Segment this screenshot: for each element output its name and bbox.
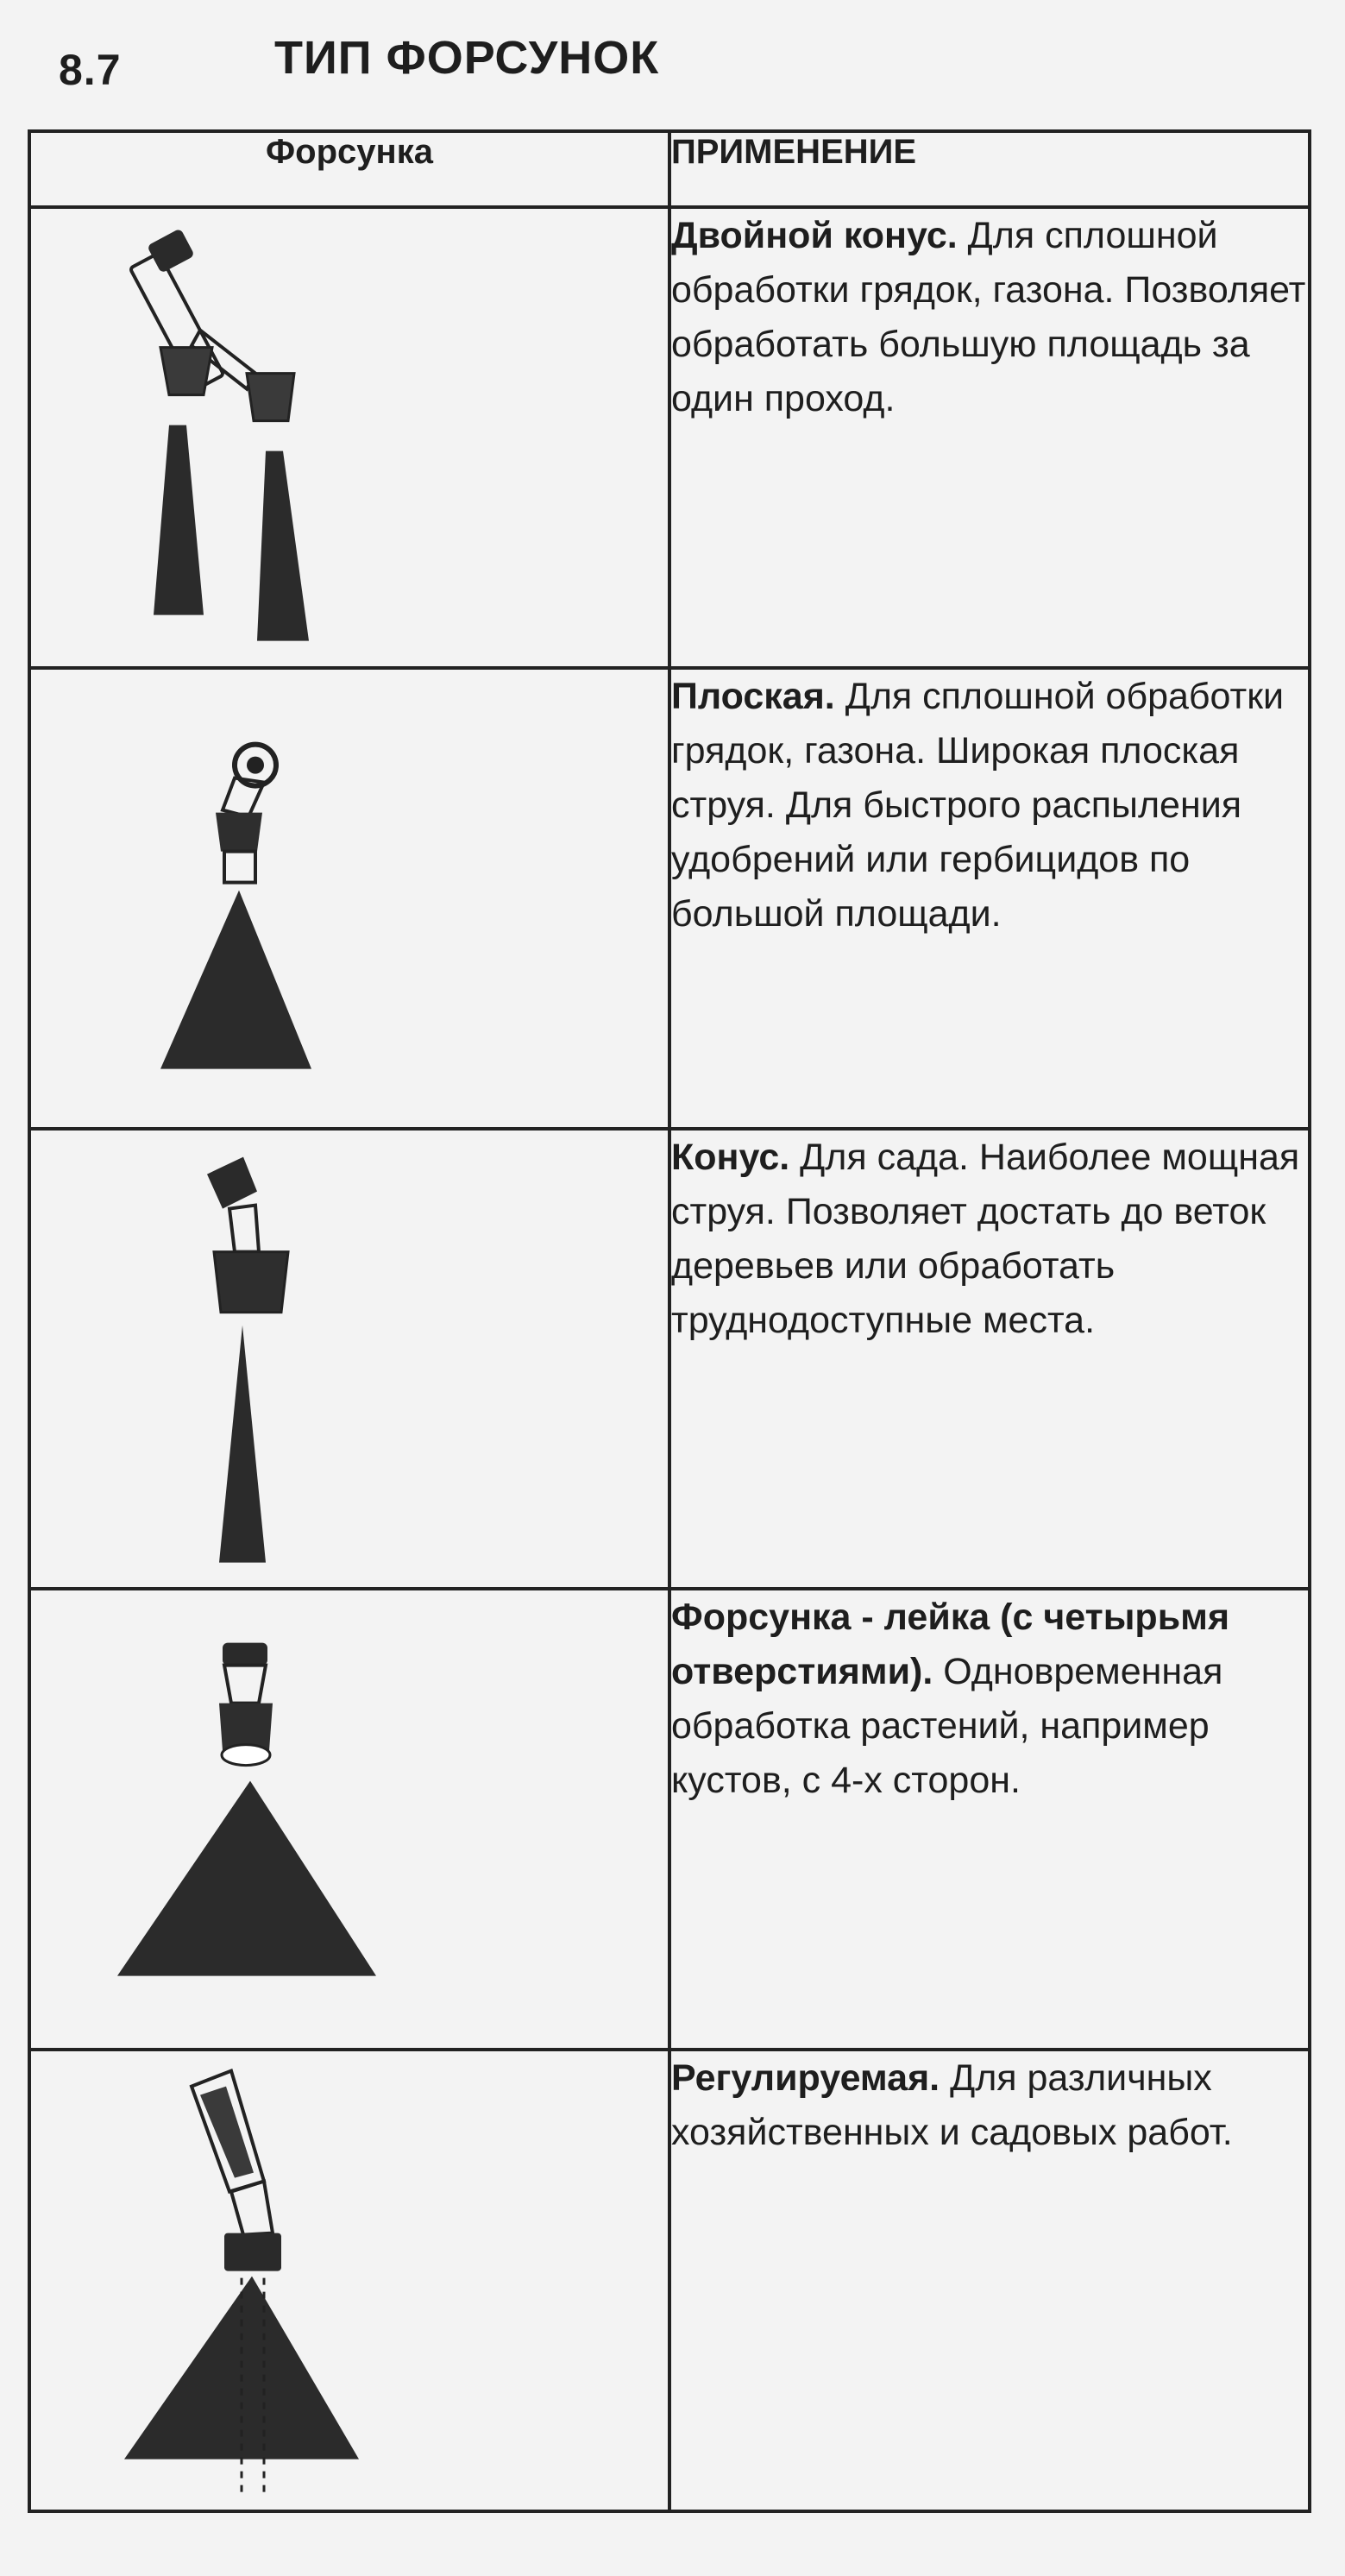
table-row bbox=[29, 2050, 1310, 2511]
flat-nozzle-icon bbox=[31, 670, 414, 1126]
application-cell bbox=[669, 207, 1310, 668]
application-cell bbox=[669, 2050, 1310, 2511]
nozzle-description bbox=[671, 1131, 1308, 1348]
nozzle-text: Одновременная обработка растений, например кустов, с 4-х сторон. bbox=[671, 1650, 1223, 1801]
nozzle-description bbox=[671, 2051, 1308, 2160]
application-cell bbox=[669, 668, 1310, 1128]
table-row bbox=[29, 668, 1310, 1128]
nozzle-image-cell bbox=[29, 2050, 669, 2511]
column-header-nozzle: Форсунка bbox=[29, 131, 669, 207]
adjustable-nozzle-icon bbox=[31, 2051, 414, 2510]
nozzle-name: Двойной конус. bbox=[671, 215, 958, 257]
nozzle-description bbox=[671, 670, 1308, 942]
nozzle-description bbox=[671, 1590, 1308, 1808]
section-title: ТИП ФОРСУНОК bbox=[274, 32, 660, 84]
nozzle-name: Форсунка - лейка (с четырьмя отверстиями). bbox=[671, 1596, 1230, 1692]
table-row bbox=[29, 1129, 1310, 1589]
column-header-application: ПРИМЕНЕНИЕ bbox=[669, 131, 1310, 207]
nozzle-description bbox=[671, 209, 1308, 426]
cone-nozzle-icon bbox=[31, 1131, 414, 1587]
application-cell bbox=[669, 1129, 1310, 1589]
nozzle-image-cell bbox=[29, 1589, 669, 2050]
watering-can-nozzle-icon bbox=[31, 1590, 414, 2048]
nozzle-types-table bbox=[28, 129, 1311, 2513]
double-cone-nozzle-icon bbox=[31, 209, 414, 666]
nozzle-text: Для различных хозяйственных и садовых работ. bbox=[671, 2056, 1233, 2153]
table-row bbox=[29, 207, 1310, 668]
table-header-row bbox=[29, 131, 1310, 207]
nozzle-image-cell bbox=[29, 1129, 669, 1589]
application-cell bbox=[669, 1589, 1310, 2050]
nozzle-name: Конус. bbox=[671, 1136, 790, 1178]
nozzle-name: Плоская. bbox=[671, 676, 835, 718]
nozzle-text: Для сплошной обработки грядок, газона. Позволяет обработать большую площадь за один проход. bbox=[671, 215, 1306, 420]
nozzle-text: Для сплошной обработки грядок, газона. Широкая плоская струя. Для быстрого распыления удобрений или гербицидов по большой площади. bbox=[671, 676, 1285, 935]
nozzle-image-cell bbox=[29, 668, 669, 1128]
table-row bbox=[29, 1589, 1310, 2050]
nozzle-name: Регулируемая. bbox=[671, 2056, 940, 2099]
section-number: 8.7 bbox=[59, 46, 122, 94]
nozzle-image-cell bbox=[29, 207, 669, 668]
nozzle-text: Для сада. Наиболее мощная струя. Позволяет достать до веток деревьев или обработать труднодоступные места. bbox=[671, 1136, 1300, 1341]
